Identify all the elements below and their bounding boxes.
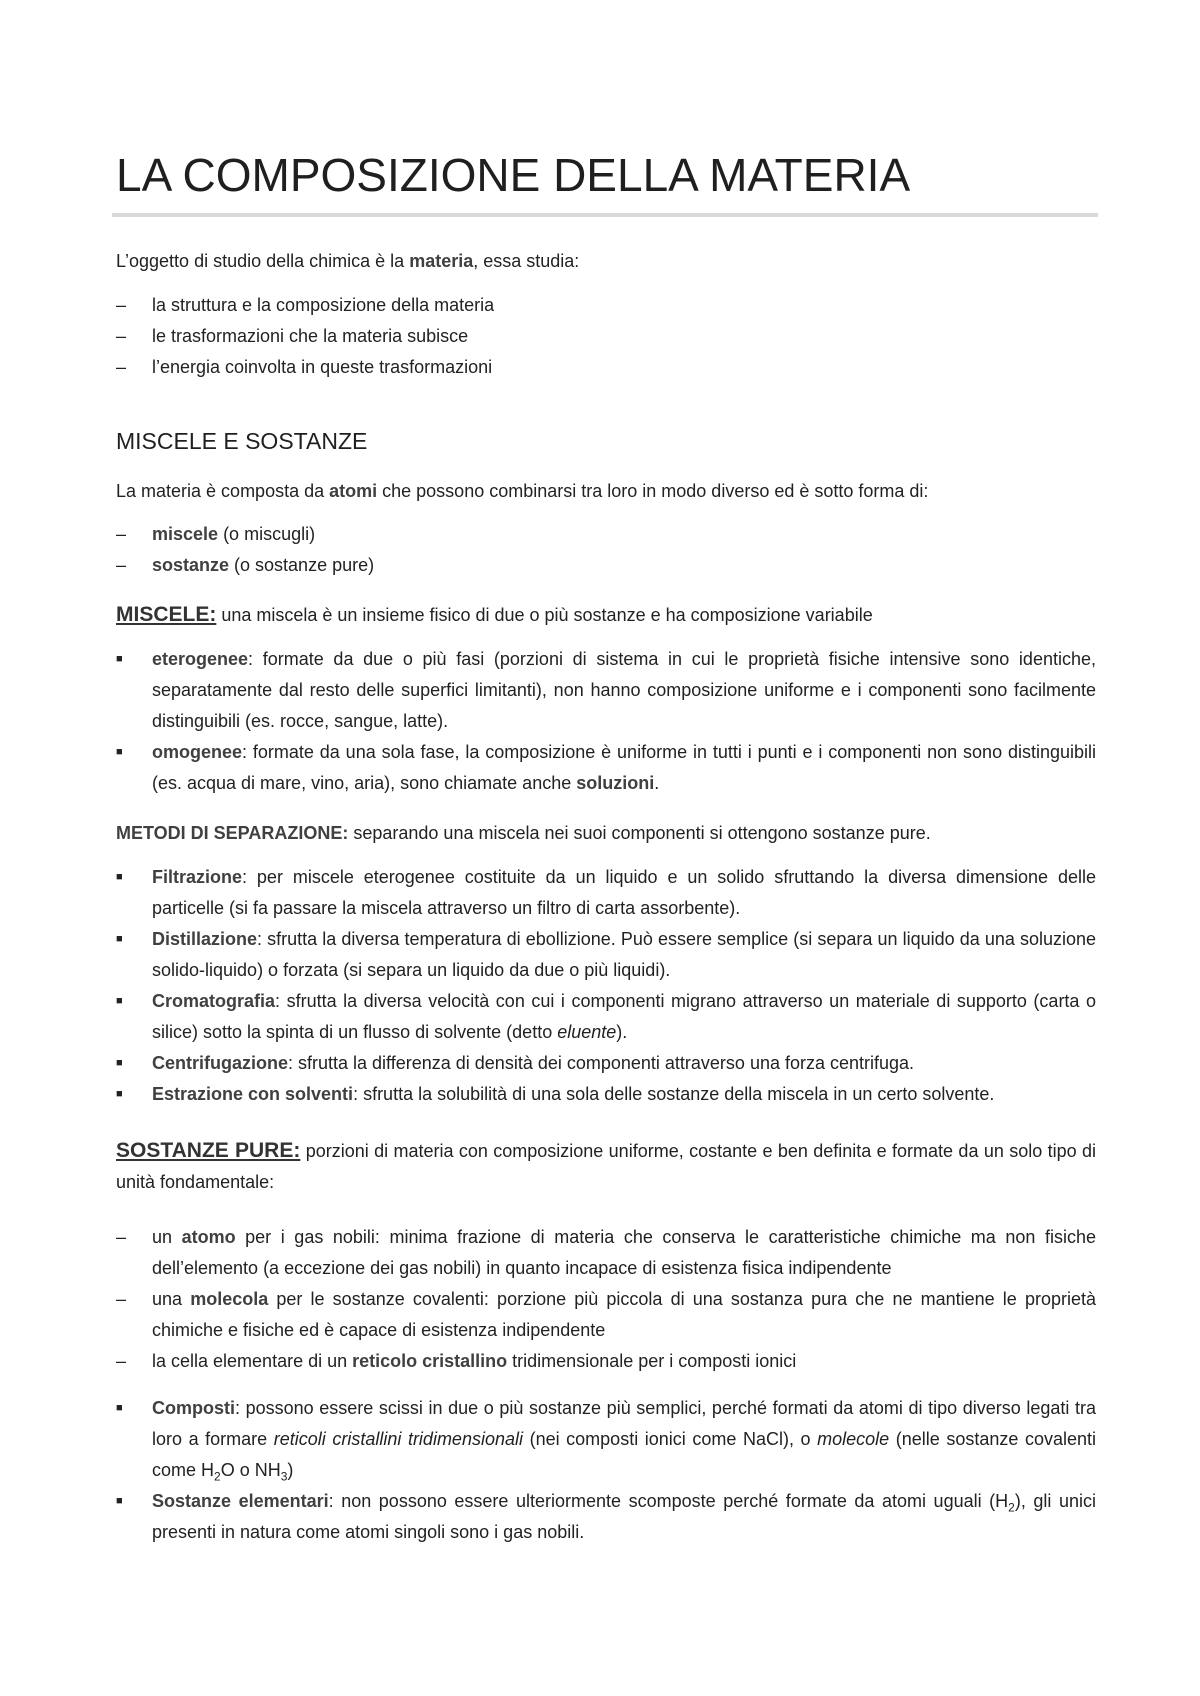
- keyword: molecola: [190, 1289, 269, 1309]
- keyword: Filtrazione: [152, 867, 243, 887]
- paragraph-text-end: che possono combinarsi tra loro in modo diverso ed è sotto forma di:: [377, 481, 929, 501]
- square-bullet: ■: [116, 995, 123, 1007]
- list-item-text-end: per i gas nobili: minima frazione di materia che conserva le caratteristiche chimiche ma non fisiche dell’elemento (a eccezione dei gas nobili) in quanto incapace di esistenza fisica indipendente: [152, 1227, 1096, 1278]
- paragraph-text: La materia è composta da: [116, 481, 330, 501]
- metodi-paragraph: [116, 818, 931, 849]
- list-item-text-end: per le sostanze covalenti: porzione più piccola di una sostanza pura che ne mantiene le proprietà chimiche e fisiche ed è capace di esistenza indipendente: [152, 1289, 1096, 1340]
- italic-term: molecole: [817, 1429, 890, 1449]
- paragraph-text: separando una miscela nei suoi componenti si ottengono sostanze pure.: [348, 823, 931, 843]
- list-item-text-end: ), gli unici presenti in natura come atomi singoli sono i gas nobili.: [152, 1491, 1096, 1542]
- sostanze-pure-list: [116, 1222, 1096, 1377]
- list-item-text: l’energia coinvolta in queste trasformazioni: [152, 357, 493, 377]
- list-item-text: la cella elementare di un: [152, 1351, 353, 1371]
- list-item-text: la struttura e la composizione della materia: [152, 295, 495, 315]
- dash-bullet: –: [116, 1351, 127, 1371]
- page-title: LA COMPOSIZIONE DELLA MATERIA: [116, 149, 911, 201]
- square-bullet: ■: [116, 1402, 123, 1414]
- subscript: 3: [280, 1469, 288, 1484]
- keyword: reticolo cristallino: [352, 1351, 508, 1371]
- dash-bullet: –: [116, 295, 127, 315]
- italic-term: reticoli cristallini tridimensionali: [273, 1429, 523, 1449]
- keyword: miscele: [152, 524, 219, 544]
- keyword: eterogenee: [152, 649, 249, 669]
- intro-list: [116, 290, 1096, 383]
- square-bullet: ■: [116, 1057, 123, 1069]
- list-item: [116, 644, 1096, 737]
- list-item-text: : sfrutta la differenza di densità dei componenti attraverso una forza centrifuga.: [288, 1053, 915, 1073]
- list-item-text: (o sostanze pure): [229, 555, 375, 575]
- keyword: omogenee: [152, 742, 243, 762]
- forms-list: [116, 519, 1096, 581]
- list-item-text: : sfrutta la diversa velocità con cui i componenti migrano attraverso un materiale di supporto (carta o silice) sotto la spinta di un flusso di solvente (detto: [152, 991, 1096, 1042]
- intro-paragraph: [116, 246, 579, 277]
- list-item-text: : formate da due o più fasi (porzioni di sistema in cui le proprietà fisiche intensive sono identiche, separatamente dal resto delle superfici limitanti), non hanno composizione uniforme e i componenti sono facilmente distinguibili (es. rocce, sangue, latte).: [152, 649, 1096, 731]
- list-item-text-end: ): [287, 1460, 294, 1480]
- keyword: soluzioni: [576, 773, 655, 793]
- paragraph-text: porzioni di materia con composizione uniforme, costante e ben definita e formate da un solo tipo di unità fondamentale:: [116, 1141, 1096, 1192]
- section-heading-miscele-sostanze: MISCELE E SOSTANZE: [116, 428, 368, 454]
- list-item: [116, 862, 1096, 924]
- list-item-text-end: tridimensionale per i composti ionici: [507, 1351, 797, 1371]
- intro-text-end: , essa studia:: [473, 251, 580, 271]
- keyword-atomi: atomi: [329, 481, 378, 501]
- square-bullet: ■: [116, 1088, 123, 1100]
- list-item: [116, 737, 1096, 799]
- keyword: Cromatografia: [152, 991, 276, 1011]
- keyword: Sostanze elementari: [152, 1491, 329, 1511]
- list-item: [116, 924, 1096, 986]
- dash-bullet: –: [116, 524, 127, 544]
- list-item: [116, 1222, 1096, 1284]
- list-item: [116, 550, 1096, 581]
- square-bullet: ■: [116, 871, 123, 883]
- dash-bullet: –: [116, 357, 127, 377]
- dash-bullet: –: [116, 1289, 127, 1309]
- list-item-text: un: [152, 1227, 182, 1247]
- list-item: [116, 1048, 1096, 1079]
- subscript: 2: [214, 1469, 221, 1484]
- list-item-text-end: ).: [616, 1022, 628, 1042]
- list-item: [116, 1079, 1096, 1110]
- list-item-text: (o miscugli): [218, 524, 316, 544]
- list-item-text: : formate da una sola fase, la composizione è uniforme in tutti i punti e i componenti non sono distinguibili (es. acqua di mare, vino, aria), sono chiamate anche: [152, 742, 1096, 793]
- square-bullet: ■: [116, 653, 123, 665]
- intro-text: L’oggetto di studio della chimica è la: [116, 251, 410, 271]
- subheading-miscele: MISCELE:: [116, 603, 217, 626]
- square-bullet: ■: [116, 746, 123, 758]
- list-item: [116, 986, 1096, 1048]
- dash-bullet: –: [116, 555, 127, 575]
- list-item: [116, 1284, 1096, 1346]
- subheading-sostanze-pure: SOSTANZE PURE:: [116, 1139, 301, 1162]
- intro-keyword: materia: [409, 251, 474, 271]
- list-item-text: O o NH: [220, 1460, 281, 1480]
- list-item: [116, 352, 1096, 383]
- list-item: [116, 1486, 1096, 1548]
- keyword: Composti: [152, 1398, 235, 1418]
- classificazione-list: [116, 1393, 1096, 1548]
- subscript: 2: [1008, 1500, 1015, 1515]
- metodi-list: [116, 862, 1096, 1110]
- square-bullet: ■: [116, 1495, 123, 1507]
- list-item: [116, 290, 1096, 321]
- sostanze-pure-paragraph: [116, 1135, 1096, 1198]
- keyword: atomo: [181, 1227, 236, 1247]
- paragraph-text: una miscela è un insieme fisico di due o più sostanze e ha composizione variabile: [216, 605, 873, 625]
- list-item: [116, 1346, 1096, 1377]
- dash-bullet: –: [116, 1227, 127, 1247]
- miscele-paragraph: [116, 599, 873, 631]
- keyword: Estrazione con solventi: [152, 1084, 354, 1104]
- dash-bullet: –: [116, 326, 127, 346]
- list-item-text-end: .: [654, 773, 660, 793]
- miscele-types-list: [116, 644, 1096, 799]
- list-item: [116, 1393, 1096, 1486]
- list-item-text: : non possono essere ulteriormente scomposte perché formate da atomi uguali (H: [328, 1491, 1009, 1511]
- list-item-text: : possono essere scissi in due o più sostanze più semplici, perché formati da atomi di tipo diverso legati tra loro a formare: [152, 1398, 1096, 1449]
- list-item: [116, 321, 1096, 352]
- keyword: Centrifugazione: [152, 1053, 289, 1073]
- miscele-sostanze-intro: [116, 476, 928, 507]
- italic-term: eluente: [557, 1022, 617, 1042]
- square-bullet: ■: [116, 933, 123, 945]
- keyword: Distillazione: [152, 929, 258, 949]
- title-divider: [112, 213, 1098, 217]
- list-item-text: una: [152, 1289, 191, 1309]
- list-item-text: : per miscele eterogenee costituite da un liquido e un solido sfruttando la diversa dimensione delle particelle (si fa passare la miscela attraverso un filtro di carta assorbente).: [152, 867, 1096, 918]
- list-item-text: le trasformazioni che la materia subisce: [152, 326, 469, 346]
- subheading-metodi: METODI DI SEPARAZIONE:: [116, 823, 349, 843]
- keyword: sostanze: [152, 555, 230, 575]
- list-item-text: (nelle sostanze covalenti come H: [152, 1429, 1096, 1480]
- list-item-text: : sfrutta la solubilità di una sola delle sostanze della miscela in un certo solvente.: [353, 1084, 995, 1104]
- list-item: [116, 519, 1096, 550]
- list-item-text: : sfrutta la diversa temperatura di ebollizione. Può essere semplice (si separa un liquido da una soluzione solido-liquido) o forzata (si separa un liquido da due o più liquidi).: [152, 929, 1096, 980]
- list-item-text: (nei composti ionici come NaCl), o: [523, 1429, 818, 1449]
